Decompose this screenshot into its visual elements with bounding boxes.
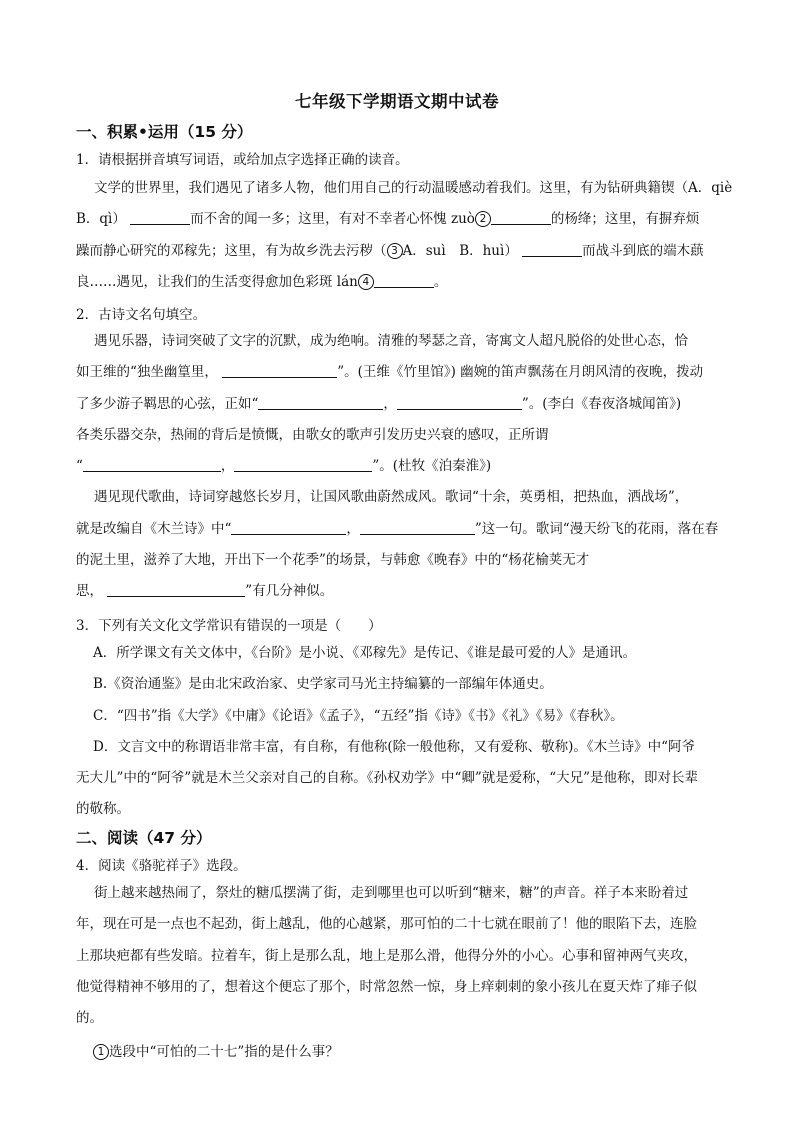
circled-number: 3 xyxy=(387,243,403,259)
sub-question-1 xyxy=(93,1040,339,1060)
passage-line: 他觉得精神不够用的了，想着这个便忘了那个，时常忽然一惊，身上痒刺刺的象小孩儿在夏天炸了痱子似 xyxy=(76,978,697,995)
passage-line xyxy=(76,389,720,420)
passage-line xyxy=(76,357,720,388)
text: 如王维的“独坐幽篁里， xyxy=(76,364,218,381)
passage-line: 上那块疤都有些发暗。拉着车，街上是那么乱，地上是那么滑，他得分外的小心。心事和留神两气夹攻， xyxy=(76,947,697,964)
answer-blank[interactable] xyxy=(360,520,475,535)
passage-line: 文学的世界里，我们遇见了诸多人物，他们用自己的行动温暖感动着我们。这里，有为钻研典籍锲（A．qiè xyxy=(94,180,733,196)
text: B．qì） xyxy=(76,211,126,228)
answer-blank[interactable] xyxy=(231,520,346,535)
answer-blank-1[interactable] xyxy=(130,210,190,225)
answer-blank-2[interactable] xyxy=(491,210,551,225)
text: 。 xyxy=(433,273,448,290)
answer-blank-4[interactable] xyxy=(374,273,434,288)
option-d[interactable]: D．文言文中的称谓语非常丰富，有自称，有他称(除一般他称，又有爱称、敬称)。《木兰诗》中“阿爷 xyxy=(93,738,696,755)
passage-line: 遇见乐器，诗词突破了文字的沉默，成为绝响。清雅的琴瑟之音，寄寓文人超凡脱俗的处世心态，恰 xyxy=(94,333,688,349)
passage-line: 的。 xyxy=(76,1010,103,1027)
passage-line: 街上越来越热闹了，祭灶的糖瓜摆满了街，走到哪里也可以听到“糖来，糖”的声音。祥子本来盼着过 xyxy=(94,885,689,901)
passage-line xyxy=(76,514,720,545)
question-3-options xyxy=(93,638,720,763)
section-heading-reading: 二、阅读（47 分） xyxy=(76,829,212,847)
passage-line: 的泥土里，滋养了大地，开出下一个花季”的场景，与韩愈《晚春》中的“杨花榆荚无才 xyxy=(76,552,590,569)
answer-blank[interactable] xyxy=(397,395,522,410)
question-3-prompt: 3．下列有关文化文学常识有错误的一项是（ ） xyxy=(76,618,382,634)
circled-number: 2 xyxy=(475,211,491,227)
text: 良……遇见，让我们的生活变得愈加色彩斑 lán xyxy=(76,273,358,290)
text: ， xyxy=(383,395,397,412)
passage-line: 年，现在可是一点也不起劲，街上越乱，他的心越紧，那可怕的二十七就在眼前了！他的眼陷下去，连脸 xyxy=(76,916,697,933)
answer-blank[interactable] xyxy=(222,363,337,378)
text: 了多少游子羁思的心弦，正如“ xyxy=(76,395,259,412)
passage-line xyxy=(76,576,720,607)
question-2-prompt: 2．古诗文名句填空。 xyxy=(76,307,207,323)
answer-blank-3[interactable] xyxy=(522,242,582,257)
text: ”有几分神似。 xyxy=(245,583,334,600)
option-a[interactable]: A．所学课文有关文体中，《台阶》是小说、《邓稼先》是传记、《谁是最可爱的人》是通讯。 xyxy=(93,645,636,661)
text: 的杨绛；这里，有摒弃烦 xyxy=(550,211,700,228)
text: 躁而静心研究的邓稼先；这里，有为故乡洗去污秽（ xyxy=(76,242,387,259)
text: ”。(李白《春夜洛城闻笛》) xyxy=(521,395,682,412)
passage-line: 各类乐器交杂，热闹的背后是愤慨，由歌女的歌声引发历史兴衰的感叹，正所谓 xyxy=(76,426,549,443)
question-1-passage xyxy=(76,173,733,298)
text: ”。(杜牧《泊秦淮》) xyxy=(372,458,492,475)
passage-line xyxy=(76,204,720,235)
text: ”这一句。歌词“漫天纷飞的花雨，落在春 xyxy=(474,520,719,537)
sub-question-text: 选段中“可怕的二十七”指的是什么事？ xyxy=(109,1044,339,1060)
option-d-continued xyxy=(76,763,720,826)
passage-line xyxy=(76,267,720,298)
circled-number: 4 xyxy=(358,274,374,290)
answer-blank[interactable] xyxy=(107,582,245,597)
option-d-line: 无大儿”中的“阿爷”就是木兰父亲对自己的自称。《孙权劝学》中“卿”就是爱称，“大兄”是他称，即对长辈 xyxy=(76,770,699,786)
page-title: 七年级下学期语文期中试卷 xyxy=(295,92,499,111)
text: ， xyxy=(346,520,360,537)
question-1-prompt: 1．请根据拼音填写词语，或给加点字选择正确的读音。 xyxy=(76,152,409,168)
text: 而不舍的闻一多；这里，有对不幸者心怀愧 zuò xyxy=(190,211,475,228)
option-c[interactable]: C．“四书”指《大学》《中庸》《论语》《孟子》，“五经”指《诗》《书》《礼》《易》《春秋》。 xyxy=(93,707,624,724)
text: ”。(王维《竹里馆》) 幽婉的笛声飘荡在月朗风清的夜晚，拨动 xyxy=(337,364,704,381)
question-4-prompt: 4．阅读《骆驼祥子》选段。 xyxy=(76,858,247,874)
answer-blank[interactable] xyxy=(83,457,221,472)
option-b[interactable]: B.《资治通鉴》是由北宋政治家、史学家司马光主持编纂的一部编年体通史。 xyxy=(93,676,553,693)
passage-line xyxy=(76,236,720,267)
question-2-passage xyxy=(76,326,720,608)
text: 思， xyxy=(76,583,103,600)
passage-line xyxy=(76,451,720,482)
answer-blank[interactable] xyxy=(258,395,383,410)
circled-number: 1 xyxy=(93,1044,109,1060)
section-heading-accumulation: 一、积累•运用（15 分） xyxy=(76,123,253,141)
text: “ xyxy=(76,458,83,475)
option-d-line: 的敬称。 xyxy=(76,801,130,818)
question-4-passage xyxy=(76,878,720,1034)
text: 就是改编自《木兰诗》中“ xyxy=(76,520,232,537)
text: ， xyxy=(220,458,235,475)
text: A．suì B．huì） xyxy=(402,242,518,259)
passage-line: 遇见现代歌曲，诗词穿越悠长岁月，让国风歌曲蔚然成风。歌词“十余，英勇相，把热血，洒战场”， xyxy=(94,489,689,506)
text: 而战斗到底的端木蕻 xyxy=(582,242,704,259)
answer-blank[interactable] xyxy=(234,457,372,472)
